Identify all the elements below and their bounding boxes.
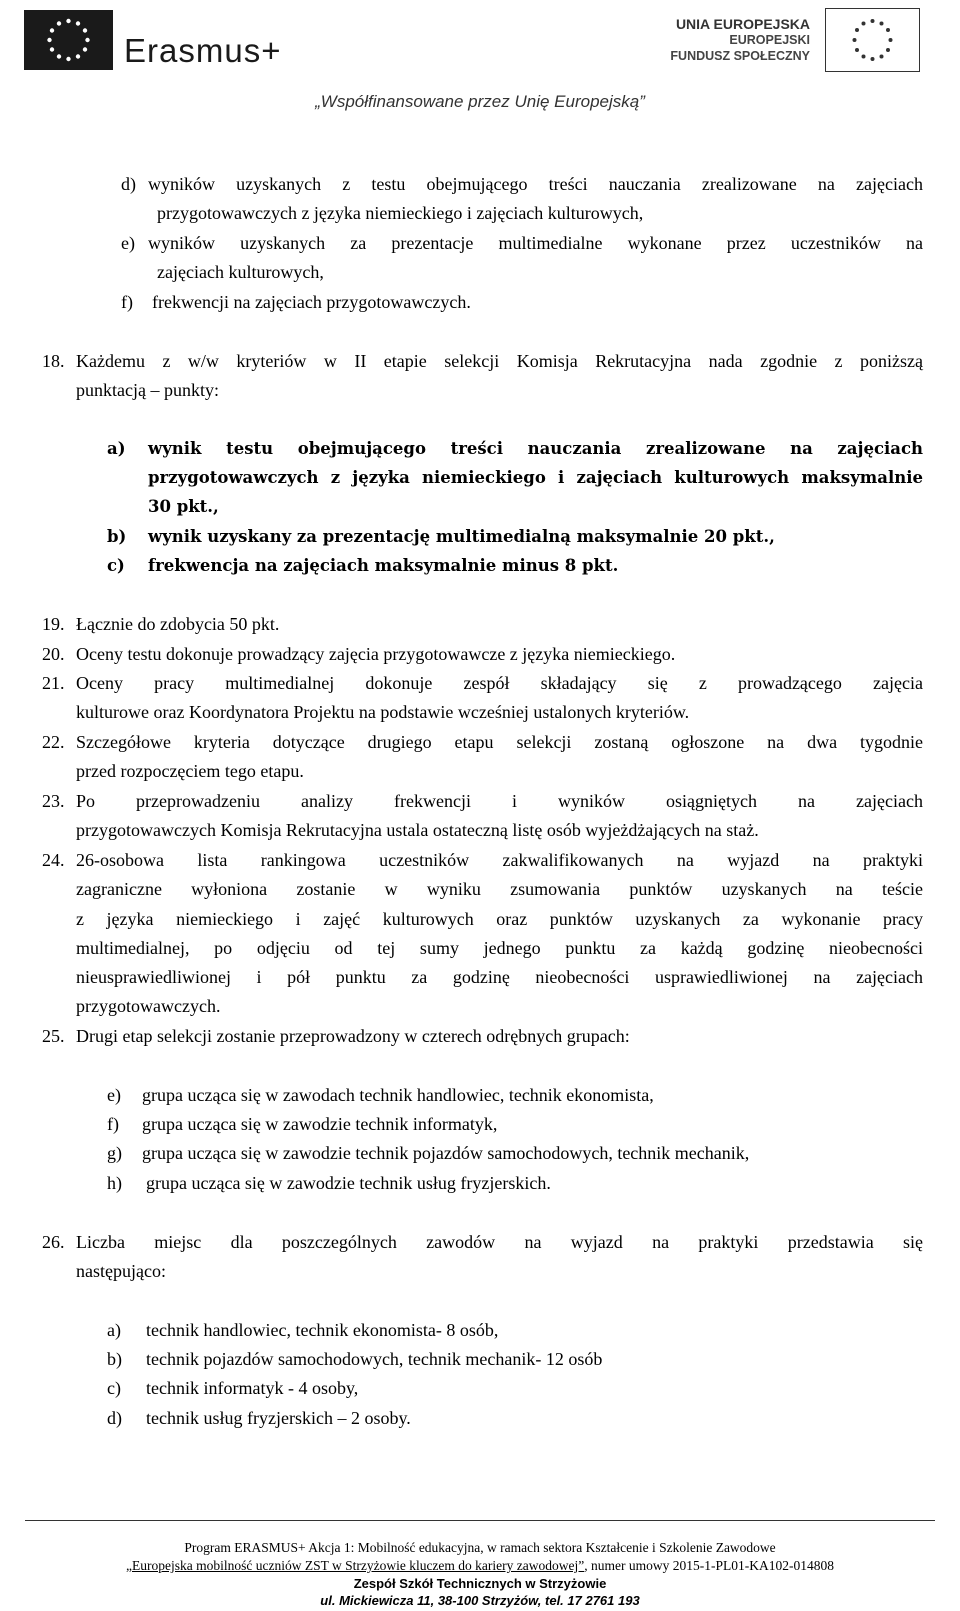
bold-item-a-line3: 30 pkt., (148, 497, 219, 516)
p21-line1: Oceny pracy multimedialnej dokonuje zespół składający się z prowadzącego zajęcia (76, 673, 923, 693)
place-marker-a: a) (107, 1320, 121, 1340)
intro-marker-f: f) (121, 292, 133, 312)
place-marker-d: d) (107, 1408, 122, 1428)
footer-project-title: „Europejska mobilność uczniów ZST w Strzyżowie kluczem do kariery zawodowej” (126, 1558, 585, 1573)
footer-school: Zespół Szkół Technicznych w Strzyżowie (353, 1576, 607, 1591)
p25-number: 25. (42, 1026, 65, 1046)
group-item-f: grupa ucząca się w zawodzie technik informatyk, (142, 1114, 498, 1134)
erasmus-brand: Erasmus+ (124, 32, 282, 69)
eu-flag-icon (24, 10, 113, 70)
p22-number: 22. (42, 732, 65, 752)
cofinanced-note: „Współfinansowane przez Unię Europejską” (315, 92, 645, 111)
bold-item-a-line1: wynik testu obejmującego treści nauczania zrealizowane na zajęciach (148, 439, 923, 458)
group-marker-h: h) (107, 1173, 122, 1193)
p20-text: Oceny testu dokonuje prowadzący zajęcia przygotowawcze z języka niemieckiego. (76, 644, 676, 664)
page-header (0, 0, 960, 130)
place-item-c: technik informatyk - 4 osoby, (146, 1378, 359, 1398)
bold-marker-c: c) (107, 556, 125, 575)
intro-marker-e: e) (121, 233, 135, 253)
group-marker-g: g) (107, 1143, 122, 1163)
p23-line2: przygotowawczych Komisja Rekrutacyjna ustala ostateczną listę osób wyjeżdżających na staż. (76, 820, 759, 840)
footer-divider (25, 1520, 935, 1521)
intro-item-e-line2: zajęciach kulturowych, (157, 262, 324, 282)
group-item-h: grupa ucząca się w zawodzie technik usług fryzjerskich. (146, 1173, 551, 1193)
p24-line2: zagraniczne wyłoniona zostanie w wyniku zsumowania punktów uzyskanych na teście (76, 879, 923, 899)
place-marker-b: b) (107, 1349, 122, 1369)
p18-line2: punktacją – punkty: (76, 380, 219, 400)
p26-line1: Liczba miejsc dla poszczególnych zawodów na wyjazd na praktyki przedstawia się (76, 1232, 923, 1252)
esf-line2: EUROPEJSKI (729, 33, 810, 47)
p23-line1: Po przeprowadzeniu analizy frekwencji i wyników osiągniętych na zajęciach (76, 791, 923, 811)
bold-item-b-line1: wynik uzyskany za prezentację multimedialną maksymalnie 20 pkt., (148, 527, 775, 546)
place-item-a: technik handlowiec, technik ekonomista- 8 osób, (146, 1320, 499, 1340)
esf-logo (660, 6, 920, 72)
p24-line4: multimedialnej, po odjęciu od tej sumy jednego punktu za każdą godzinę nieobecności (76, 938, 923, 958)
esf-text (670, 16, 810, 64)
p26-number: 26. (42, 1232, 65, 1252)
p18-number: 18. (42, 351, 65, 371)
esf-line3: FUNDUSZ SPOŁECZNY (670, 49, 810, 63)
intro-marker-d: d) (121, 174, 136, 194)
bold-marker-a: a) (107, 439, 126, 458)
intro-item-f-line1: frekwencji na zajęciach przygotowawczych. (152, 292, 471, 312)
p19-number: 19. (42, 614, 65, 634)
p19-text: Łącznie do zdobycia 50 pkt. (76, 614, 280, 634)
p24-line1: 26-osobowa lista rankingowa uczestników zakwalifikowanych na wyjazd na praktyki (76, 850, 923, 870)
footer-contract-number: , numer umowy 2015-1-PL01-KA102-014808 (584, 1558, 834, 1573)
p21-number: 21. (42, 673, 65, 693)
group-item-g: grupa ucząca się w zawodzie technik pojazdów samochodowych, technik mechanik, (142, 1143, 750, 1163)
bold-item-c-line1: frekwencja na zajęciach maksymalnie minus 8 pkt. (148, 556, 619, 575)
place-item-d: technik usług fryzjerskich – 2 osoby. (146, 1408, 411, 1428)
p24-line6: przygotowawczych. (76, 996, 221, 1016)
esf-flag-icon (825, 8, 920, 72)
footer-address: ul. Mickiewicza 11, 38-100 Strzyżów, tel. 17 2761 193 (320, 1593, 640, 1608)
place-item-b: technik pojazdów samochodowych, technik mechanik- 12 osób (146, 1349, 603, 1369)
p22-line2: przed rozpoczęciem tego etapu. (76, 761, 304, 781)
intro-item-d-line1: wyników uzyskanych z testu obejmującego treści nauczania zrealizowane na zajęciach (148, 174, 923, 194)
footer-project (0, 1558, 960, 1574)
bold-marker-b: b) (107, 527, 127, 546)
p26-line2: następująco: (76, 1261, 166, 1281)
footer-program: Program ERASMUS+ Akcja 1: Mobilność edukacyjna, w ramach sektora Kształcenie i Szkolenie Zawodowe (184, 1540, 776, 1555)
intro-item-d-line2: przygotowawczych z języka niemieckiego i zajęciach kulturowych, (157, 203, 644, 223)
erasmus-logo (24, 10, 324, 72)
p21-line2: kulturowe oraz Koordynatora Projektu na podstawie wcześniej ustalonych kryteriów. (76, 702, 690, 722)
group-item-e: grupa ucząca się w zawodach technik handlowiec, technik ekonomista, (142, 1085, 654, 1105)
p18-line1: Każdemu z w/w kryteriów w II etapie selekcji Komisja Rekrutacyjna nada zgodnie z poniższą (76, 351, 923, 371)
p20-number: 20. (42, 644, 65, 664)
place-marker-c: c) (107, 1378, 121, 1398)
bold-item-a-line2: przygotowawczych z języka niemieckiego i zajęciach kulturowych maksymalnie (148, 468, 923, 487)
p24-line3: z języka niemieckiego i zajęć kulturowych oraz punktów uzyskanych za wykonanie pracy (76, 909, 923, 929)
p25-text: Drugi etap selekcji zostanie przeprowadzony w czterech odrębnych grupach: (76, 1026, 630, 1046)
p23-number: 23. (42, 791, 65, 811)
group-marker-f: f) (107, 1114, 119, 1134)
intro-item-e-line1: wyników uzyskanych za prezentacje multimedialne wykonane przez uczestników na (148, 233, 923, 253)
p24-number: 24. (42, 850, 65, 870)
p24-line5: nieusprawiedliwionej i pół punktu za godzinę nieobecności usprawiedliwionej na zajęciach (76, 967, 923, 987)
esf-line1: UNIA EUROPEJSKA (675, 16, 810, 32)
group-marker-e: e) (107, 1085, 121, 1105)
p22-line1: Szczegółowe kryteria dotyczące drugiego etapu selekcji zostaną ogłoszone na dwa tygodnie (76, 732, 923, 752)
